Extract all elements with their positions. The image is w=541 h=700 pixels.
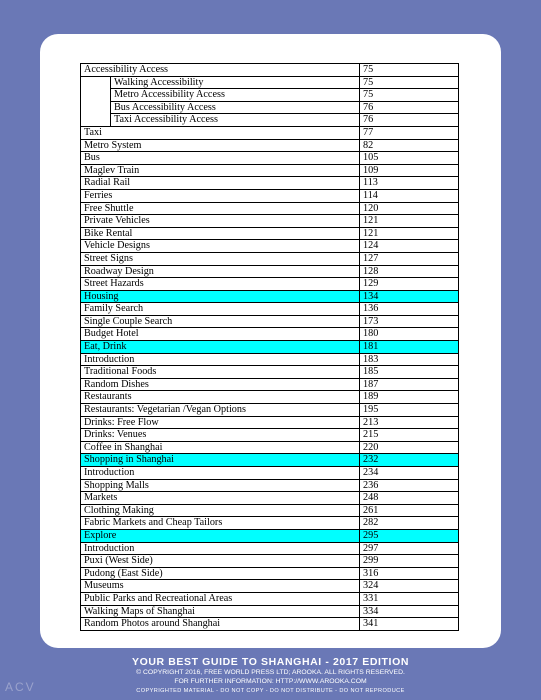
entry-page: 136 [360,303,459,316]
entry-page: 127 [360,252,459,265]
entry-page: 299 [360,555,459,568]
table-row [81,467,459,480]
entry-title: Traditional Foods [81,366,360,379]
table-row [81,278,459,291]
entry-page: 331 [360,592,459,605]
entry-title: Restaurants: Vegetarian /Vegan Options [81,404,360,417]
table-row [81,542,459,555]
indent-cell [81,76,111,89]
entry-title: Bus Accessibility Access [111,101,360,114]
entry-page: 248 [360,492,459,505]
entry-title: Eat, Drink [81,341,360,354]
entry-title: Accessibility Access [81,64,360,77]
table-row [81,152,459,165]
table-row [81,177,459,190]
toc-body [81,64,459,631]
table-row [81,429,459,442]
footer-info: FOR FURTHER INFORMATION: HTTP://WWW.AROOKA.COM [174,678,367,685]
entry-page: 195 [360,404,459,417]
table-row [81,126,459,139]
entry-title: Housing [81,290,360,303]
entry-title: Introduction [81,353,360,366]
entry-page: 114 [360,189,459,202]
entry-page: 75 [360,64,459,77]
table-row [81,378,459,391]
table-row [81,492,459,505]
indent-cell [81,114,111,127]
entry-page: 183 [360,353,459,366]
table-row [81,189,459,202]
table-row [81,252,459,265]
entry-title: Puxi (West Side) [81,555,360,568]
table-row [81,265,459,278]
entry-page: 129 [360,278,459,291]
entry-title: Street Hazards [81,278,360,291]
table-row [81,227,459,240]
table-row [81,240,459,253]
table-row [81,303,459,316]
entry-page: 121 [360,215,459,228]
entry-title: Fabric Markets and Cheap Tailors [81,517,360,530]
footer-copyright: © COPYRIGHT 2016, FREE WORLD PRESS LTD; AROOKA. ALL RIGHTS RESERVED. [136,669,405,676]
entry-title: Markets [81,492,360,505]
entry-title: Walking Accessibility [111,76,360,89]
entry-title: Taxi [81,126,360,139]
entry-title: Clothing Making [81,504,360,517]
entry-page: 316 [360,567,459,580]
entry-title: Budget Hotel [81,328,360,341]
entry-title: Museums [81,580,360,593]
watermark: ACV [5,680,36,694]
entry-page: 187 [360,378,459,391]
footer-notice: COPYRIGHTED MATERIAL - DO NOT COPY - DO NOT DISTRIBUTE - DO NOT REPRODUCE [136,688,405,694]
entry-page: 121 [360,227,459,240]
entry-title: Walking Maps of Shanghai [81,605,360,618]
table-row [81,618,459,631]
table-row [81,555,459,568]
table-row [81,202,459,215]
entry-page: 282 [360,517,459,530]
table-of-contents [80,63,459,631]
table-row [81,64,459,77]
table-row [81,215,459,228]
table-row [81,454,459,467]
entry-page: 324 [360,580,459,593]
table-row [81,164,459,177]
table-row [81,416,459,429]
entry-title: Private Vehicles [81,215,360,228]
entry-title: Single Couple Search [81,315,360,328]
entry-page: 236 [360,479,459,492]
entry-title: Family Search [81,303,360,316]
entry-title: Roadway Design [81,265,360,278]
entry-title: Introduction [81,467,360,480]
entry-page: 215 [360,429,459,442]
entry-title: Drinks: Free Flow [81,416,360,429]
entry-title: Bus [81,152,360,165]
table-row [81,341,459,354]
entry-title: Street Signs [81,252,360,265]
entry-title: Radial Rail [81,177,360,190]
entry-page: 232 [360,454,459,467]
entry-title: Public Parks and Recreational Areas [81,592,360,605]
entry-page: 76 [360,101,459,114]
table-row [81,504,459,517]
entry-title: Random Dishes [81,378,360,391]
table-row [81,101,459,114]
table-row [81,592,459,605]
entry-title: Shopping in Shanghai [81,454,360,467]
footer-title: YOUR BEST GUIDE TO SHANGHAI - 2017 EDITION [131,656,410,668]
table-row [81,366,459,379]
entry-page: 75 [360,76,459,89]
entry-page: 173 [360,315,459,328]
entry-page: 75 [360,89,459,102]
entry-page: 120 [360,202,459,215]
table-row [81,139,459,152]
table-row [81,315,459,328]
entry-title: Pudong (East Side) [81,567,360,580]
document-page [40,34,501,648]
entry-page: 234 [360,467,459,480]
table-row [81,89,459,102]
entry-page: 134 [360,290,459,303]
table-row [81,404,459,417]
entry-title: Vehicle Designs [81,240,360,253]
entry-title: Restaurants [81,391,360,404]
table-row [81,114,459,127]
entry-page: 109 [360,164,459,177]
table-row [81,529,459,542]
entry-page: 189 [360,391,459,404]
entry-page: 77 [360,126,459,139]
entry-title: Ferries [81,189,360,202]
entry-page: 334 [360,605,459,618]
entry-page: 295 [360,529,459,542]
table-row [81,353,459,366]
entry-page: 105 [360,152,459,165]
table-row [81,605,459,618]
entry-page: 82 [360,139,459,152]
entry-page: 297 [360,542,459,555]
entry-page: 341 [360,618,459,631]
entry-title: Coffee in Shanghai [81,441,360,454]
entry-page: 128 [360,265,459,278]
entry-title: Taxi Accessibility Access [111,114,360,127]
entry-page: 181 [360,341,459,354]
table-row [81,391,459,404]
table-row [81,517,459,530]
entry-page: 76 [360,114,459,127]
table-row [81,567,459,580]
table-row [81,328,459,341]
entry-title: Drinks: Venues [81,429,360,442]
entry-page: 213 [360,416,459,429]
entry-title: Introduction [81,542,360,555]
entry-title: Bike Rental [81,227,360,240]
entry-page: 113 [360,177,459,190]
entry-title: Random Photos around Shanghai [81,618,360,631]
entry-title: Shopping Malls [81,479,360,492]
indent-cell [81,101,111,114]
entry-title: Metro System [81,139,360,152]
table-row [81,441,459,454]
table-row [81,580,459,593]
entry-title: Free Shuttle [81,202,360,215]
entry-title: Maglev Train [81,164,360,177]
entry-page: 185 [360,366,459,379]
entry-page: 124 [360,240,459,253]
entry-page: 220 [360,441,459,454]
table-row [81,290,459,303]
entry-title: Metro Accessibility Access [111,89,360,102]
table-row [81,76,459,89]
table-row [81,479,459,492]
indent-cell [81,89,111,102]
entry-title: Explore [81,529,360,542]
entry-page: 261 [360,504,459,517]
entry-page: 180 [360,328,459,341]
